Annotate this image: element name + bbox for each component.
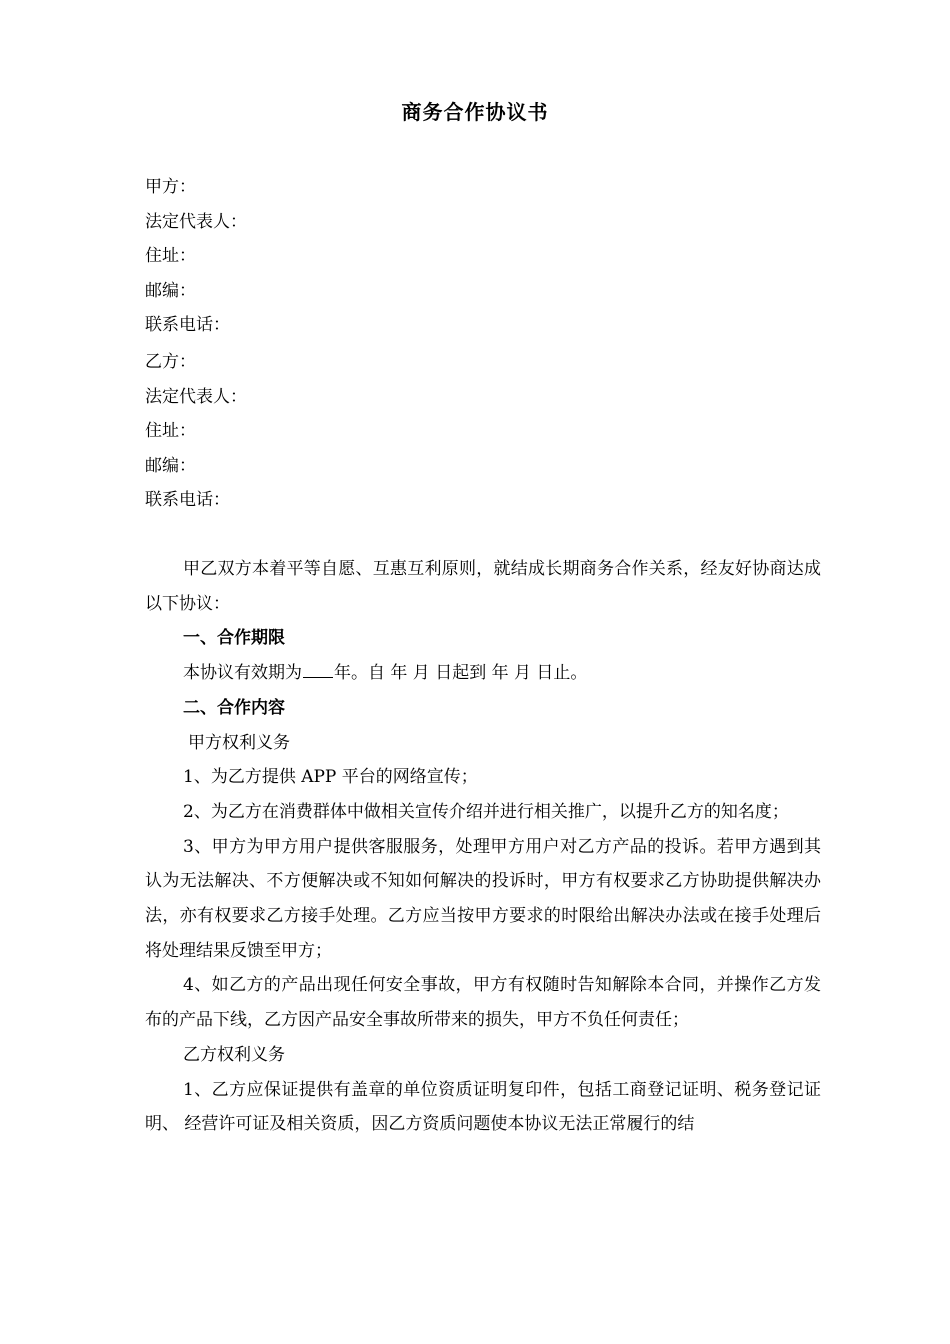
term-text-before: 本协议有效期为 — [183, 663, 302, 684]
party-b-rights-title: 乙方权利义务 — [183, 1044, 285, 1065]
intro-paragraph: 甲乙双方本着平等自愿、互惠互利原则，就结成长期商务合作关系，经友好协商达成以下协议： — [145, 559, 821, 614]
party-a-representative-label: 法定代表人： — [145, 211, 247, 232]
party-a-item: 4、如乙方的产品出现任何安全事故，甲方有权随时告知解除本合同，并操作乙方发布的产品下线，乙方因产品安全事故所带来的损失，甲方不负任何责任； — [145, 975, 821, 1031]
party-a-address-label: 住址： — [145, 246, 196, 266]
party-a-rights-title: 甲方权利义务 — [188, 732, 290, 753]
party-b-item: 1、乙方应保证提供有盖章的单位资质证明复印件，包括工商登记证明、税务登记证明、 经营许可证及相关资质，因乙方资质问题使本协议无法正常履行的结 — [145, 1079, 821, 1135]
blank-underline — [303, 660, 333, 678]
party-a-postcode-label: 邮编： — [145, 280, 196, 301]
section-1-heading: 一、合作期限 — [183, 628, 285, 649]
party-b-address-label: 住址： — [145, 421, 196, 441]
term-text-after: 年。自 年 月 日起到 年 月 日止。 — [334, 663, 588, 684]
agreement-body — [145, 552, 821, 1142]
party-b-block — [145, 345, 825, 518]
party-a-block — [145, 170, 825, 343]
party-a-item: 1、为乙方提供 APP 平台的网络宣传； — [183, 767, 478, 788]
party-b-representative-label: 法定代表人： — [145, 386, 247, 407]
party-b-label: 乙方： — [145, 352, 196, 372]
party-a-item: 3、甲方为甲方用户提供客服服务，处理甲方用户对乙方产品的投诉。若甲方遇到其认为无法解决、不方便解决或不知如何解决的投诉时，甲方有权要求乙方协助提供解决办法，亦有权要求乙方接手处理。乙方应当按甲方要求的时限给出解决办法或在接手处理后将处理结果反馈至甲方； — [145, 836, 821, 961]
document-title: 商务合作协议书 — [401, 100, 549, 124]
party-a-item: 2、为乙方在消费群体中做相关宣传介绍并进行相关推广，以提升乙方的知名度； — [183, 801, 789, 822]
party-b-postcode-label: 邮编： — [145, 455, 196, 476]
section-2-heading: 二、合作内容 — [183, 697, 285, 718]
party-b-phone-label: 联系电话： — [145, 490, 230, 510]
party-a-label: 甲方： — [145, 177, 196, 197]
term-paragraph — [145, 656, 821, 691]
party-a-phone-label: 联系电话： — [145, 315, 230, 335]
